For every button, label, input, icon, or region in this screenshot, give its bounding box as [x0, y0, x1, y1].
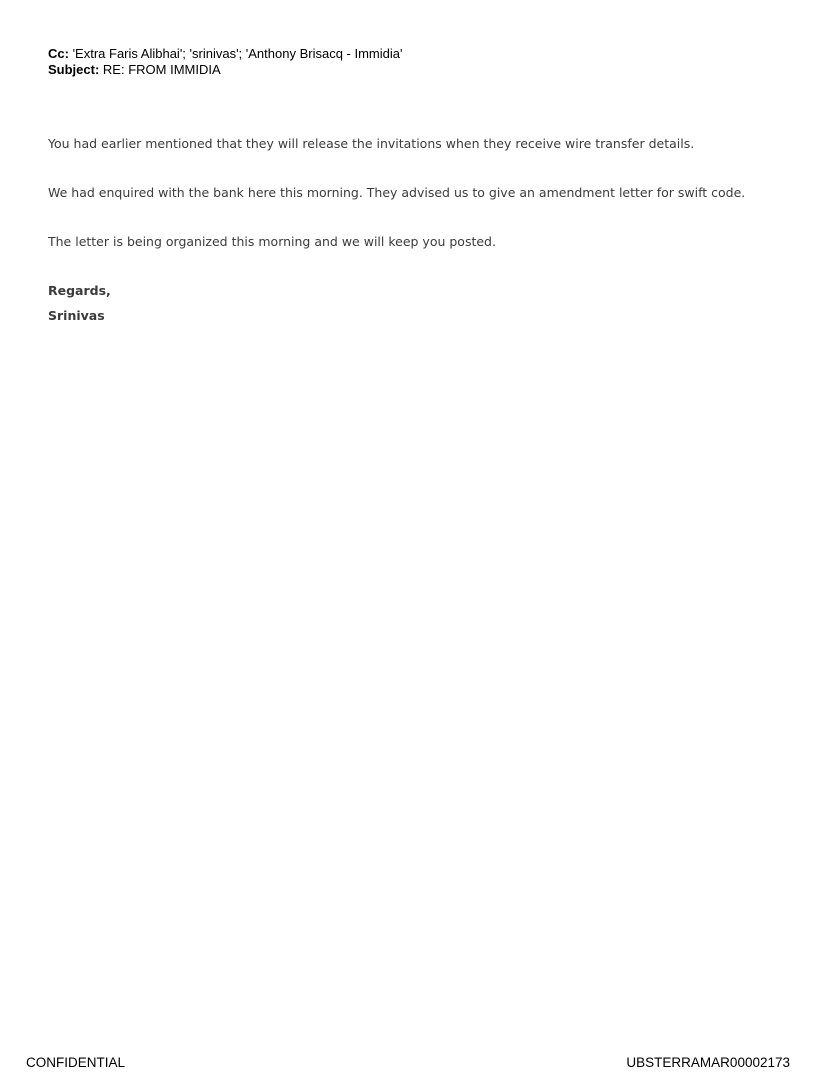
subject-label: Subject: [48, 62, 100, 77]
cc-value: 'Extra Faris Alibhai'; 'srinivas'; 'Anthony Brisacq - Immidia' [72, 46, 403, 61]
body-paragraph: We had enquired with the bank here this morning. They advised us to give an amendment letter for swift code. [48, 185, 746, 200]
body-paragraph: You had earlier mentioned that they will release the invitations when they receive wire transfer details. [48, 136, 695, 151]
bates-number: UBSTERRAMAR00002173 [626, 1055, 790, 1070]
subject-value: RE: FROM IMMIDIA [102, 62, 221, 77]
signature: Srinivas [48, 308, 105, 323]
cc-row [48, 46, 402, 62]
cc-label: Cc: [48, 46, 69, 61]
subject-row [48, 62, 402, 78]
email-header [48, 46, 402, 78]
closing: Regards, [48, 283, 111, 298]
confidential-label: CONFIDENTIAL [26, 1055, 126, 1070]
body-paragraph: The letter is being organized this morning and we will keep you posted. [48, 234, 496, 249]
